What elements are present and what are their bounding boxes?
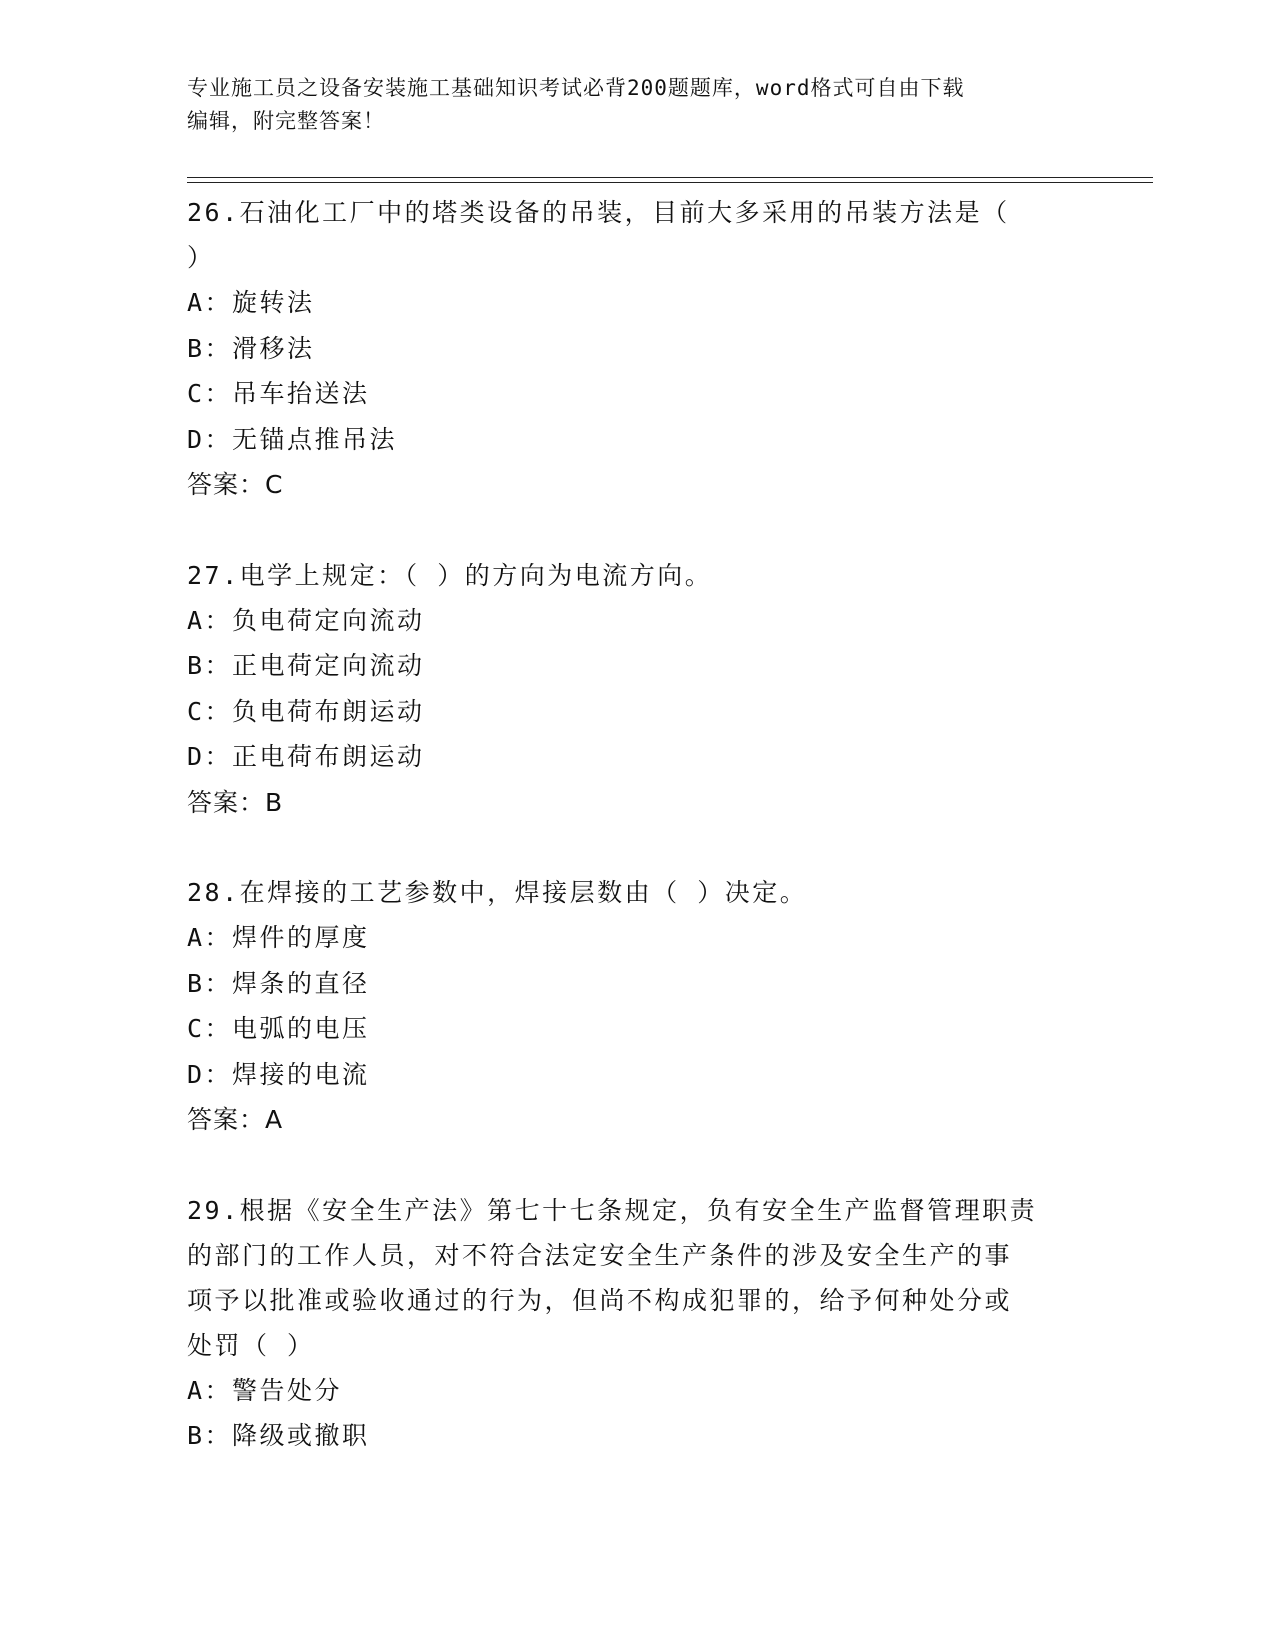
option-a: A：负电荷定向流动 [187, 605, 425, 635]
option-d: D：无锚点推吊法 [187, 424, 398, 454]
option-d: D：正电荷布朗运动 [187, 742, 425, 771]
question-stem-line: 29.根据《安全生产法》第七十七条规定，负有安全生产监督管理职责 [187, 1195, 1038, 1225]
question-stem-line: ） [187, 243, 215, 272]
header-divider-bottom [187, 182, 1153, 183]
option-d: D：焊接的电流 [187, 1059, 370, 1089]
header-line-2: 编辑，附完整答案！ [187, 109, 385, 133]
header-divider-top [187, 177, 1153, 178]
option-c: C：吊车抬送法 [187, 379, 370, 408]
option-a: A：焊件的厚度 [187, 923, 370, 952]
option-b: B：降级或撤职 [187, 1421, 370, 1450]
header-line-1: 专业施工员之设备安装施工基础知识考试必背200题题库，word格式可自由下载 [187, 76, 965, 100]
question-stem-line: 项予以批准或验收通过的行为，但尚不构成犯罪的，给予何种处分或 [187, 1285, 1013, 1315]
option-c: C：负电荷布朗运动 [187, 696, 425, 726]
answer-line: 答案：C [187, 470, 284, 499]
question-27 [187, 553, 1067, 826]
question-spacer [187, 825, 1067, 870]
question-stem-line: 26.石油化工厂中的塔类设备的吊装，目前大多采用的吊装方法是（ [187, 198, 1010, 227]
question-28 [187, 870, 1067, 1143]
question-29 [187, 1188, 1067, 1459]
option-a: A：旋转法 [187, 288, 315, 317]
option-b: B：滑移法 [187, 333, 315, 363]
question-stem-line: 27.电学上规定：（ ）的方向为电流方向。 [187, 560, 713, 590]
question-stem-line: 处罚（ ） [187, 1330, 315, 1360]
answer-line: 答案：B [187, 787, 284, 817]
question-stem-line: 的部门的工作人员，对不符合法定安全生产条件的涉及安全生产的事 [187, 1240, 1013, 1270]
question-stem-line: 28.在焊接的工艺参数中，焊接层数由（ ）决定。 [187, 878, 808, 907]
document-header [187, 72, 1087, 138]
question-spacer [187, 1143, 1067, 1188]
option-b: B：焊条的直径 [187, 968, 370, 998]
option-c: C：电弧的电压 [187, 1014, 370, 1043]
question-spacer [187, 508, 1067, 553]
option-b: B：正电荷定向流动 [187, 651, 425, 680]
answer-line: 答案：A [187, 1105, 284, 1134]
question-26 [187, 190, 1067, 508]
question-list [187, 190, 1067, 1459]
option-a: A：警告处分 [187, 1375, 343, 1405]
